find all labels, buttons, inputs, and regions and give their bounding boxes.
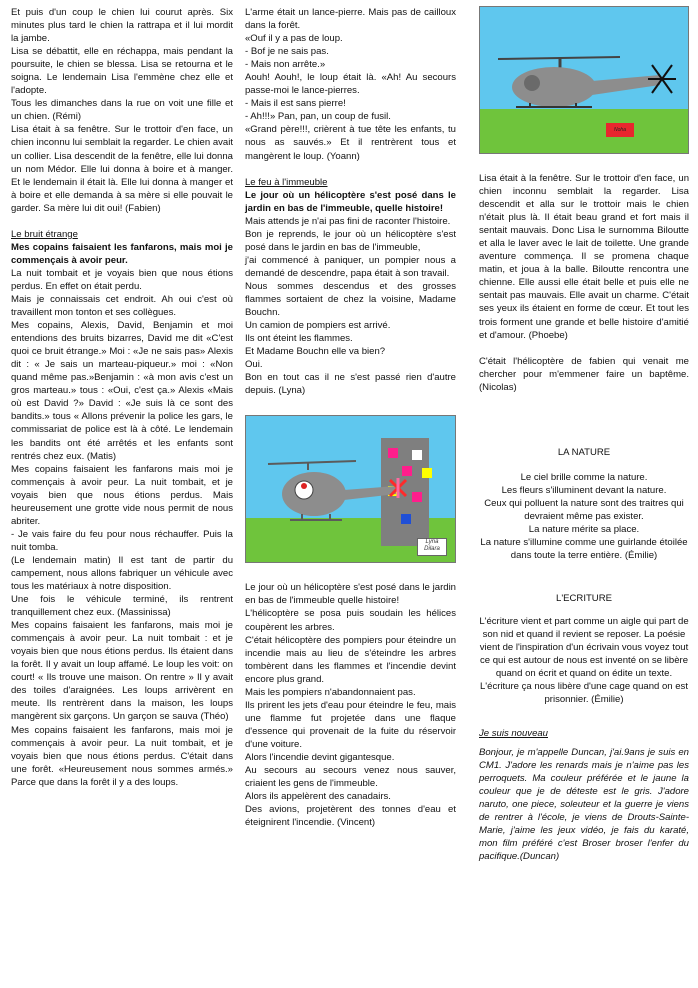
story-prompt: Mes copains faisaient les fanfarons, mais moi je commençais à avoir peur. — [11, 241, 233, 266]
story-prompt: Le jour où un hélicoptère s'est posé dans le jardin en bas de l'immeuble, quelle histoire! — [245, 189, 456, 214]
column-3 — [479, 6, 689, 863]
story-paragraph: (Le lendemain matin) Il est tant de partir du campement, nous allons fabriquer un véhicule avec tous les matériaux à notre disposition. — [11, 554, 233, 593]
story-paragraph: Mais attends je n'ai pas fini de raconter l'histoire. — [245, 215, 451, 227]
section-title: Le feu à l'immeuble — [245, 176, 328, 188]
story-paragraph: Lisa était à sa fenêtre. Sur le trottoir d'en face, un chien inconnu lui semblait la regarder. Le chien avait un collier. Lisa descendit de la fenêtre, elle lui donna un nom Médor. Elle lui donna à boire et à manger. Et le lendemain il était là. Elle lui donna à manger et à boire et elle demanda à sa mère si elle pouvait le garder. Sa mère lui dit oui! (Fabien) — [11, 124, 233, 214]
column-1 — [11, 6, 233, 789]
section-title: L'ECRITURE — [556, 593, 612, 605]
story-paragraph: Mes copains faisaient les fanfarons, mais moi je commençais à avoir peur. La nuit tombait : et je voyais bien que nous étions perdus. Ils étaient dans la forêt. Il y avait un loup affamé. Le loup les voit: on court! « Ils trouve une maison. On rentre » Il y avait des toiles d'araignées. Les loups arrivèrent en meute. Ils rentrèrent dans la maison, les loups mangèrent six garçons. Un garçon se sauva (Théo) — [11, 620, 233, 723]
poem-text: Le ciel brille comme la nature. Les fleurs s'illuminent devant la nature. Ceux qui polluent la nature sont des traitres qui devraient même pas exister. La nature mérite sa place. La nature s'illumine comme une guirlande étoilée dans toute la terre entière. (Émilie) — [480, 471, 688, 562]
story-paragraph: - Je vais faire du feu pour nous réchauffer. Puis la nuit tomba. — [11, 528, 233, 553]
story-paragraph: Et puis d'un coup le chien lui courut après. Six minutes plus tard le chien la rattrapa et il lui mordit la jambe. — [11, 7, 233, 45]
drawing-signature: Lyna Dilara — [417, 538, 447, 556]
poem-text: L'écriture vient et part comme un aigle qui part de son nid et quand il revient se reposer. La poésie vient de l'inspiration d'un écrivain vous voyez tout ce qui est autour de nous est inventé on se libère quand on écrit et quand on édite un texte. L'écriture ça nous libère d'une cage quand on est prisonnier. (Émilie) — [479, 616, 689, 706]
story-paragraph: Mes copains faisaient les fanfarons, mais moi je commençais à avoir peur. La nuit tombait, et je voyais bien que nous étions perdus. C'était dans une forêt. «Heureusement nous sommes armés.» Parce que dans la forêt il y a des loups. — [11, 724, 233, 788]
story-paragraph: Le jour où un hélicoptère s'est posé dans le jardin en bas de l'immeuble quelle histoire! L'hélicoptère se posa puis soudain les hélices coupèrent les arbres. C'était hélicoptère des pompiers pour éteindre un incendie mais au lieu de s'éteindre les arbres tombèrent dans les flammes et l'incendie devint encore plus grand. Mais les pompiers n'abandonnaient pas. Ils prirent les jets d'eau pour éteindre le feu, mais une flamme fut projetée dans une flaque d'essence qui provenait de la fuite du réservoir d'une voiture. Alors l'incendie devint gigantesque. Au secours au secours venez nous sauver, criaient les gens de l'immeuble. Alors ils appelèrent des canadairs. Des avions, projetèrent des tonnes d'eau et éteignirent l'incendie. (Vincent) — [245, 582, 456, 829]
section-title: Je suis nouveau — [479, 727, 548, 739]
section-title: Le bruit étrange — [11, 228, 78, 240]
story-paragraph: Lisa se débattit, elle en réchappa, mais pendant la poursuite, le chien se blessa. Lisa se retourna et le soigna. Le lendemain Lisa l'emmène chez elle et l'adopte. — [11, 46, 233, 97]
story-paragraph: j'ai commencé à paniquer, un pompier nous a demandé de descendre, papa était à son travail. — [245, 254, 456, 279]
helicopter-drawing — [479, 6, 689, 154]
story-paragraph: Mais je connaissais cet endroit. Ah oui c'est où travaillent mon tonton et ses collègues. — [11, 293, 233, 319]
drawing-signature: Noha — [606, 123, 634, 137]
story-paragraph: Bonjour, je m'appelle Duncan, j'ai.9ans je suis en CM1. J'adore les renards mais je n'aime pas les perroquets. Ma couleur préférée et le jaune la couleur que je de déteste est le gris. J'adore naruto, one piece, soleuteur et la guerre je viens de rentrer à l'école, je viens de Drouts-Sainte-Marie, j'aime les jeux vidéo, je fais du karaté, mon film préféré c'est Broser broser l'enfer du pacifique.(Duncan) — [479, 746, 689, 862]
story-paragraph: Lisa était à la fenêtre. Sur le trottoir d'en face, un chien inconnu semblait la regarder. Lisa descendit et alla sur le trottoir mais le chien n'était plus là. Il était beau grand et fort mais il sentait mauvais. Donc Lisa le surnomma Biloutte et alla le laver avec le lait de toilette. Une grande aventure commença. Il se promena chaque matin, et joua à la balle. Biloutte rencontra une chienne. Elle aussi elle était belle et puis elle ne sentait pas mauvais. Elle avait un charme. C'était ses yeux ils étaient en forme de cœur. Et tout les trois forment une grande et belle histoire d'amitié et d'amour. (Phoebe) — [479, 173, 689, 341]
story-paragraph: Mes copains faisaient les fanfarons mais moi je commençais à avoir peur. La nuit tombait, et je voyais bien que nous étions perdus. Mais heureusement une grotte vide nous permit de nous abriter. — [11, 463, 233, 527]
story-paragraph: Une fois le véhicule terminé, ils rentrent tranquillement chez eux. (Massinissa) — [11, 594, 233, 619]
story-paragraph: Tous les dimanches dans la rue on voit une fille et un chien. (Rémi) — [11, 98, 233, 123]
story-paragraph: C'était l'hélicoptère de fabien qui venait me chercher pour m'emmener faire un baptême. (Nicolas) — [479, 355, 689, 393]
story-paragraph: Mes copains, Alexis, David, Benjamin et moi entendions des bruits bizarres, David me dit «C'est quoi ce bruit étrange.» Moi : «Je ne sais pas» Alexis dit : « Je sais un marteau-piqueur.» moi : «Non quand même pas.»Benjamin : «à mon avis c'est un gros marteau.» tous : «Oui, c'est ça.» Alexis «Mais où est David ?» David : «Je suis là ce sont des bandits.» tous « Allons prévenir la police les gars, le commissariat de police est là à côté. Le lendemain les bandits ont été arrêtés et les enfants sont rentrés chez eux. (Matis) — [11, 320, 233, 462]
story-paragraph: Bon je reprends, le jour où un hélicoptère s'est posé dans le jardin en bas de l'immeuble, — [245, 228, 456, 253]
story-paragraph: Nous sommes descendus et des grosses flammes sortaient de chez la voisine, Madame Bouchn. Un camion de pompiers est arrivé. Ils ont éteint les flammes. Et Madame Bouchn elle va bien? Oui. Bon en tout cas il ne s'est passé rien d'autre depuis. (Lyna) — [245, 280, 456, 397]
helicopter-building-drawing — [245, 415, 456, 563]
column-2 — [245, 6, 456, 829]
section-title: LA NATURE — [557, 446, 611, 458]
story-paragraph: La nuit tombait et je voyais bien que nous étions perdus. En effet on était perdu. — [11, 267, 233, 292]
story-paragraph: L'arme était un lance-pierre. Mais pas de cailloux dans la forêt. «Ouf il y a pas de loup. - Bof je ne sais pas. - Mais non arrête.» Aouh! Aouh!, le loup était là. «Ah! Au secours passe-moi le lance-pierres. - Mais il est sans pierre! - Ah!!!» Pan, pan, un coup de fusil. «Grand père!!!, crièrent à tue tête les enfants, tu nous as sauvés.» Et il rentrèrent tous et mangèrent le loup. (Yoann) — [245, 7, 456, 162]
